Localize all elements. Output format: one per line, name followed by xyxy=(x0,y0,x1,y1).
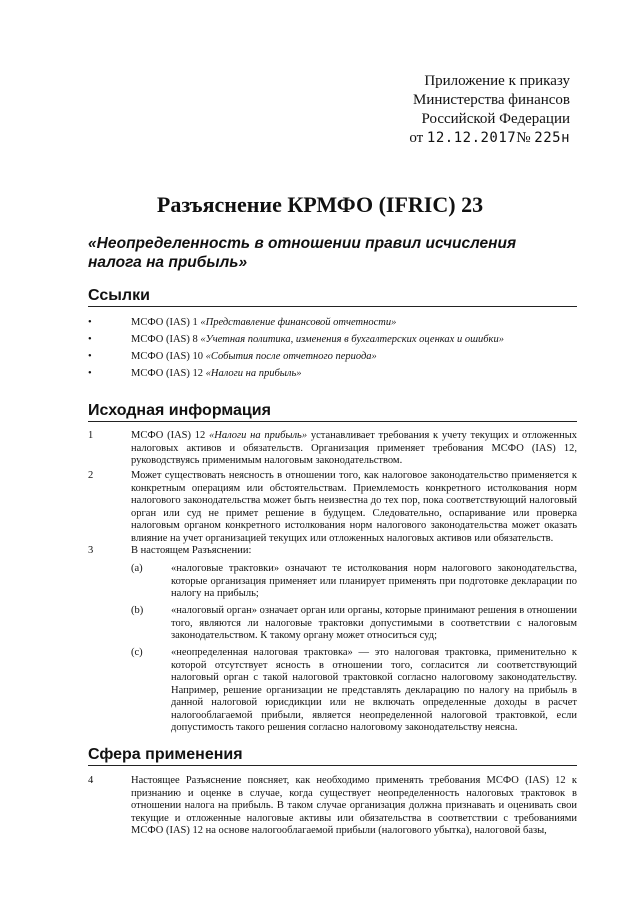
section-heading-background: Исходная информация xyxy=(88,401,577,422)
p1-text: устанавливает требования к учету текущих и отложенных налоговых активов и обязательств. Организация применяет требования МСФО (IAS) 12, руководствуясь применимым налоговым законодательством. xyxy=(131,430,578,466)
item-label: (a) xyxy=(131,563,143,574)
date-prefix: от xyxy=(409,130,424,146)
item-text: «налоговые трактовки» означают те истолкования норм налогового законодательства, которые организация применяет или планирует применять при подготовке декларации по налогу на прибыль; xyxy=(171,563,577,599)
paragraph-number: 1 xyxy=(88,430,94,441)
appendix-header xyxy=(409,72,570,148)
paragraph-number: 2 xyxy=(88,470,94,481)
item-label: (c) xyxy=(131,647,143,658)
appendix-line-2: Министерства финансов xyxy=(413,92,570,108)
reference-name: «Представление финансовой отчетности» xyxy=(200,317,397,328)
definition-item xyxy=(131,605,577,643)
bullet: • xyxy=(88,317,92,328)
document-title: Разъяснение КРМФО (IFRIC) 23 xyxy=(156,192,484,217)
p1-standard-name: «Налоги на прибыль» xyxy=(209,430,308,441)
paragraph-3 xyxy=(88,545,577,558)
bullet: • xyxy=(88,334,92,345)
section-heading-scope: Сфера применения xyxy=(88,745,577,766)
section-heading-references: Ссылки xyxy=(88,286,577,307)
appendix-date-line xyxy=(409,129,570,148)
appendix-line-1: Приложение к приказу xyxy=(424,73,570,89)
p3-intro: В настоящем Разъяснении: xyxy=(131,545,252,556)
p2-text: Может существовать неясность в отношении того, как налоговое законодательство применяется к конкретным операциям или обстоятельствам. Приемлемость конкретного истолкования норм налогового законодательства может быть неизвестна до тех пор, пока соответствующий налоговый орган или суд не примет решение в будущем. Следовательно, оспаривание или проверка налоговым органом конкретного истолкования норм налогового законодательства может оказать влияние на учет организацией текущих или отложенных налоговых активов или обязательств. xyxy=(131,470,577,544)
p4-text: Настоящее Разъяснение поясняет, как необходимо применять требования МСФО (IAS) 12 к признанию и оценке в случае, когда существует неопределенность налоговых трактовок в отношении налога на прибыль. В таком случае организация должна признавать и оценивать свои текущие и отложенные налоговые активы или обязательства в соответствии с требованиями МСФО (IAS) 12 на основе налогооблагаемой прибыли (налогового убытка), налоговой базы, xyxy=(131,775,577,836)
reference-name: «События после отчетного периода» xyxy=(205,351,377,362)
paragraph-1 xyxy=(88,430,577,468)
paragraph-2 xyxy=(88,470,577,545)
order-number: 225н xyxy=(534,130,570,146)
bullet: • xyxy=(88,351,92,362)
p1-standard: МСФО (IAS) 12 xyxy=(131,430,206,441)
reference-standard: МСФО (IAS) 8 xyxy=(131,334,198,345)
item-label: (b) xyxy=(131,605,144,616)
item-text: «налоговый орган» означает орган или органы, которые принимают решения в отношении того, являются ли налоговые трактовки допустимыми в соответствии с налоговым законодательством. К такому органу может относиться суд; xyxy=(171,605,577,641)
appendix-line-3: Российской Федерации xyxy=(421,111,570,127)
item-text: «неопределенная налоговая трактовка» — это налоговая трактовка, применительно к которой отсутствует ясность в отношении того, согласится ли соответствующий налоговый орган с такой налоговой трактовкой согласно налоговому законодательству. Например, решение организации не представлять декларацию по налогу на прибыль в данной налоговой юрисдикции или не включать определенные доходы в расчет налогооблагаемой прибыли, является неопределенной налоговой трактовкой, если допустимость такого решения согласно налоговому законодательству неясна. xyxy=(171,647,577,733)
reference-name: «Учетная политика, изменения в бухгалтерских оценках и ошибки» xyxy=(200,334,504,345)
definition-item xyxy=(131,647,577,735)
paragraph-4 xyxy=(88,775,577,838)
reference-name: «Налоги на прибыль» xyxy=(205,368,302,379)
bullet: • xyxy=(88,368,92,379)
definition-item xyxy=(131,563,577,601)
paragraph-number: 3 xyxy=(88,545,94,556)
number-sign: № xyxy=(516,130,531,146)
reference-standard: МСФО (IAS) 1 xyxy=(131,317,198,328)
order-date: 12.12.2017 xyxy=(426,130,517,146)
document-subtitle: «Неопределенность в отношении правил исчисления налога на прибыль» xyxy=(88,235,517,271)
reference-standard: МСФО (IAS) 12 xyxy=(131,368,204,379)
paragraph-number: 4 xyxy=(88,775,94,786)
reference-standard: МСФО (IAS) 10 xyxy=(131,351,204,362)
